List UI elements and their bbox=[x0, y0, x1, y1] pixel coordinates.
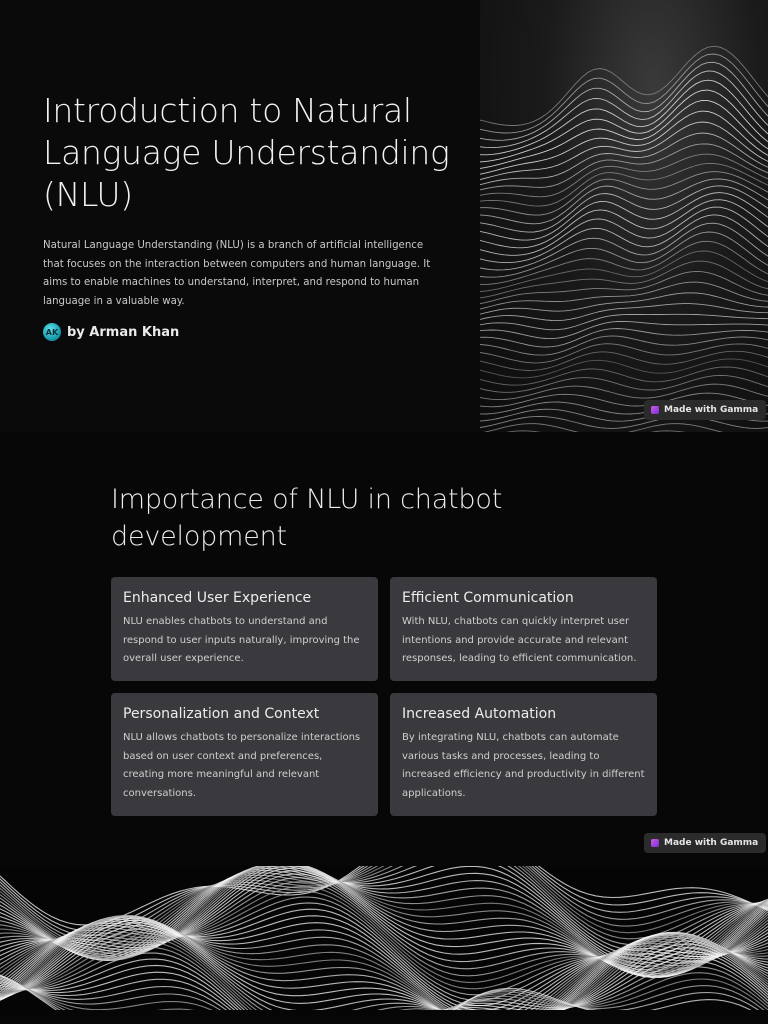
card-enhanced-user-experience bbox=[111, 577, 378, 681]
card-increased-automation bbox=[390, 693, 657, 816]
gamma-logo-icon bbox=[651, 839, 659, 847]
gamma-logo-icon bbox=[651, 406, 659, 414]
avatar-initials: AK bbox=[45, 327, 59, 337]
made-with-gamma-badge[interactable] bbox=[644, 400, 766, 420]
card-title: Personalization and Context bbox=[123, 706, 320, 722]
card-text: By integrating NLU, chatbots can automate various tasks and processes, leading to increased efficiency and productivity in different applications. bbox=[402, 732, 645, 799]
page-bottom bbox=[0, 1010, 768, 1024]
wave-landscape-image bbox=[480, 0, 768, 432]
card-title: Efficient Communication bbox=[402, 590, 574, 606]
slide-wave-banner bbox=[0, 866, 768, 1010]
author-name: by Arman Khan bbox=[67, 324, 180, 340]
card-text: With NLU, chatbots can quickly interpret user intentions and provide accurate and relevant responses, leading to efficient communication. bbox=[402, 616, 637, 664]
slide-title: Introduction to Natural Language Understanding (NLU) bbox=[43, 91, 450, 214]
slide-importance bbox=[0, 432, 768, 866]
card-title: Increased Automation bbox=[402, 706, 557, 722]
card-title: Enhanced User Experience bbox=[123, 590, 312, 606]
made-with-gamma-badge[interactable] bbox=[644, 833, 766, 853]
avatar bbox=[43, 323, 61, 341]
wave-lines-banner-graphic bbox=[0, 866, 768, 1010]
intro-paragraph: Natural Language Understanding (NLU) is a branch of artificial intelligence that focuses on the interaction between computers and human language. It aims to enable machines to understand, interpret, and respond to human language in a valuable way. bbox=[43, 240, 431, 307]
card-personalization-context bbox=[111, 693, 378, 816]
card-efficient-communication bbox=[390, 577, 657, 681]
author-byline bbox=[43, 322, 179, 342]
badge-label: Made with Gamma bbox=[664, 838, 759, 848]
section-title: Importance of NLU in chatbot development bbox=[111, 484, 503, 552]
badge-label: Made with Gamma bbox=[664, 405, 759, 415]
wave-lines-graphic bbox=[480, 0, 768, 432]
slide-intro bbox=[0, 0, 768, 432]
card-text: NLU allows chatbots to personalize interactions based on user context and preferences, creating more meaningful and relevant conversations. bbox=[123, 732, 361, 799]
card-text: NLU enables chatbots to understand and respond to user inputs naturally, improving the overall user experience. bbox=[123, 616, 360, 664]
